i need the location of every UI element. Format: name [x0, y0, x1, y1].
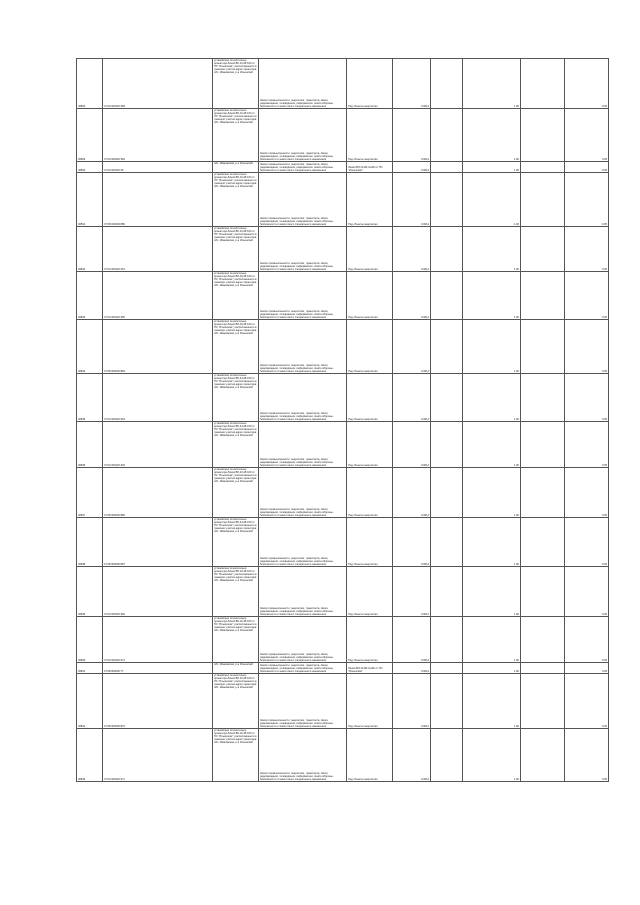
permitted-use: Под объекты энергетики: [347, 518, 393, 567]
value-rate: 0.05: [565, 374, 609, 422]
location-description: установлено относительно ориентира Линия ВЛ-10 кВ 100 от ПС "Ильинская", расположенного в границах участка адрес ориентира: обл. Ивановская, р-н Ильинский: [213, 567, 259, 617]
cadastral-number: 37:08:000000:880: [103, 173, 213, 227]
value-area: 0.0014: [393, 162, 431, 173]
row-number: 36843: [77, 729, 103, 782]
value-area: 0.0014: [393, 617, 431, 663]
land-category: Земли промышленности, энергетики, транспорта, связи, радиовещания, телевидения, информатики, земли обороны, безопасности и земли иного специального назначения: [259, 173, 347, 227]
empty-cell: [521, 173, 565, 227]
value-area: 0.0014: [393, 729, 431, 782]
value-rate: 0.05: [565, 320, 609, 374]
location-description: установлено относительно ориентира Линия ВЛ-10 кВ 100 от ПС "Ильинская", расположенного в границах участка адрес ориентира: обл. Ивановская, р-н Ильинский: [213, 109, 259, 162]
value-area: 0.0014: [393, 109, 431, 162]
empty-cell: [431, 173, 463, 227]
land-category: Земли промышленности, энергетики, транспорта, связи, радиовещания, телевидения, информатики, земли обороны, безопасности и земли иного специального назначения: [259, 518, 347, 567]
value-coefficient: 1.00: [463, 320, 521, 374]
permitted-use: Под объекты энергетики: [347, 617, 393, 663]
land-category: Земли промышленности, энергетики, транспорта, связи, радиовещания, телевидения, информатики, земли обороны, безопасности и земли иного специального назначения: [259, 272, 347, 320]
value-area: 0.0014: [393, 468, 431, 518]
value-rate: 0.05: [565, 567, 609, 617]
location-description: установлено относительно ориентира Линия ВЛ-10 кВ 100 от ПС "Ильинская", расположенного в границах участка адрес ориентира: обл. Ивановская, р-н Ильинский: [213, 422, 259, 468]
value-rate: 0.05: [565, 663, 609, 674]
row-number: 36830: [77, 162, 103, 173]
empty-cell: [521, 663, 565, 674]
row-number: 36831: [77, 173, 103, 227]
value-coefficient: 1.00: [463, 422, 521, 468]
empty-cell: [521, 162, 565, 173]
permitted-use: Линия ВЛ-10 кВ №100 от ПС "Ильинская": [347, 663, 393, 674]
value-rate: 0.05: [565, 173, 609, 227]
row-number: 36836: [77, 422, 103, 468]
row-number: 36835: [77, 374, 103, 422]
location-description: установлено относительно ориентира Линия ВЛ-10 кВ 100 от ПС "Ильинская", расположенного в границах участка адрес ориентира: обл. Ивановская, р-н Ильинский: [213, 617, 259, 663]
cadastral-number: 37:04:000220:364: [103, 374, 213, 422]
permitted-use: Под объекты энергетики: [347, 173, 393, 227]
row-number: 36842: [77, 674, 103, 729]
permitted-use: Под объекты энергетики: [347, 468, 393, 518]
value-rate: 0.05: [565, 468, 609, 518]
land-category: Земли промышленности, энергетики, транспорта, связи, радиовещания, телевидения, информатики, земли обороны, безопасности и земли иного специального назначения: [259, 320, 347, 374]
land-category: Земли промышленности, энергетики, транспорта, связи, радиовещания, телевидения, информатики, земли обороны, безопасности и земли иного специального назначения: [259, 468, 347, 518]
land-category: Земли промышленности, энергетики, транспорта, связи, радиовещания, телевидения, информатики, земли обороны, безопасности и земли иного специального назначения: [259, 663, 347, 674]
empty-cell: [521, 422, 565, 468]
empty-cell: [431, 674, 463, 729]
location-description: обл. Ивановская, р-н Ильинский: [213, 162, 259, 173]
row-number: 36838: [77, 518, 103, 567]
empty-cell: [431, 320, 463, 374]
value-area: 0.0014: [393, 374, 431, 422]
empty-cell: [431, 374, 463, 422]
cadastral-number: 37:04:000220:345: [103, 422, 213, 468]
table-row: [77, 468, 609, 518]
value-area: 0.0014: [393, 422, 431, 468]
value-rate: 0.05: [565, 272, 609, 320]
cadastral-number: 37:04:000220:361: [103, 227, 213, 272]
row-number: 36837: [77, 468, 103, 518]
empty-cell: [431, 227, 463, 272]
value-coefficient: 1.00: [463, 227, 521, 272]
cadastral-number: 37:08:000000:887: [103, 518, 213, 567]
table-row: [77, 272, 609, 320]
permitted-use: Под объекты энергетики: [347, 59, 393, 109]
permitted-use: Под объекты энергетики: [347, 227, 393, 272]
value-area: 0.0014: [393, 272, 431, 320]
value-area: 0.0014: [393, 227, 431, 272]
row-number: 36840: [77, 617, 103, 663]
location-description: установлено относительно ориентира Линия ВЛ-10 кВ 100 от ПС "Ильинская", расположенного в границах участка адрес ориентира: обл. Ивановская, р-н Ильинский: [213, 729, 259, 782]
cadastral-number: 37:04:000220:384: [103, 109, 213, 162]
value-area: 0.0014: [393, 663, 431, 674]
table-row: [77, 567, 609, 617]
land-category: Земли промышленности, энергетики, транспорта, связи, радиовещания, телевидения, информатики, земли обороны, безопасности и земли иного специального назначения: [259, 162, 347, 173]
row-number: 36839: [77, 567, 103, 617]
cadastral-table: [76, 58, 609, 782]
land-category: Земли промышленности, энергетики, транспорта, связи, радиовещания, телевидения, информатики, земли обороны, безопасности и земли иного специального назначения: [259, 227, 347, 272]
cadastral-number: 37:04:000220:355: [103, 272, 213, 320]
cadastral-number: 37:04:000220:383: [103, 59, 213, 109]
value-area: 0.0014: [393, 518, 431, 567]
permitted-use: Под объекты энергетики: [347, 374, 393, 422]
location-description: установлено относительно ориентира Линия ВЛ-10 кВ 100 от ПС "Ильинская", расположенного в границах участка адрес ориентира: обл. Ивановская, р-н Ильинский: [213, 173, 259, 227]
land-category: Земли промышленности, энергетики, транспорта, связи, радиовещания, телевидения, информатики, земли обороны, безопасности и земли иного специального назначения: [259, 374, 347, 422]
table-row: [77, 729, 609, 782]
permitted-use: Линия ВЛ-10 кВ №100 от ПС "Ильинская": [347, 162, 393, 173]
value-area: 0.0014: [393, 674, 431, 729]
cadastral-number: 37:08:000000:77: [103, 663, 213, 674]
value-coefficient: 1.00: [463, 173, 521, 227]
cadastral-number: 37:04:000220:371: [103, 729, 213, 782]
table-row: [77, 617, 609, 663]
value-rate: 0.05: [565, 109, 609, 162]
empty-cell: [431, 468, 463, 518]
value-area: 0.0014: [393, 59, 431, 109]
permitted-use: Под объекты энергетики: [347, 729, 393, 782]
value-area: 0.0014: [393, 173, 431, 227]
empty-cell: [521, 227, 565, 272]
empty-cell: [521, 567, 565, 617]
value-area: 0.0014: [393, 320, 431, 374]
value-coefficient: 1.00: [463, 617, 521, 663]
table-row: [77, 422, 609, 468]
empty-cell: [521, 374, 565, 422]
cadastral-number: 37:08:000000:883: [103, 320, 213, 374]
empty-cell: [431, 729, 463, 782]
empty-cell: [521, 272, 565, 320]
value-rate: 0.05: [565, 422, 609, 468]
empty-cell: [431, 422, 463, 468]
land-category: Земли промышленности, энергетики, транспорта, связи, радиовещания, телевидения, информатики, земли обороны, безопасности и земли иного специального назначения: [259, 567, 347, 617]
location-description: установлено относительно ориентира Линия ВЛ-10 кВ 100 от ПС "Ильинская", расположенного в границах участка адрес ориентира: обл. Ивановская, р-н Ильинский: [213, 518, 259, 567]
value-rate: 0.05: [565, 162, 609, 173]
empty-cell: [521, 518, 565, 567]
empty-cell: [431, 59, 463, 109]
location-description: установлено относительно ориентира Линия ВЛ-10 кВ 100 от ПС "Ильинская", расположенного в границах участка адрес ориентира: обл. Ивановская, р-н Ильинский: [213, 674, 259, 729]
permitted-use: Под объекты энергетики: [347, 272, 393, 320]
table-row: [77, 518, 609, 567]
permitted-use: Под объекты энергетики: [347, 422, 393, 468]
table-body: [77, 59, 609, 782]
value-coefficient: 1.00: [463, 518, 521, 567]
empty-cell: [431, 518, 463, 567]
value-rate: 0.05: [565, 518, 609, 567]
table-row: [77, 59, 609, 109]
table-row: [77, 162, 609, 173]
table-row: [77, 674, 609, 729]
value-rate: 0.05: [565, 729, 609, 782]
empty-cell: [521, 468, 565, 518]
permitted-use: Под объекты энергетики: [347, 567, 393, 617]
value-rate: 0.05: [565, 617, 609, 663]
empty-cell: [521, 729, 565, 782]
permitted-use: Под объекты энергетики: [347, 674, 393, 729]
empty-cell: [431, 567, 463, 617]
land-category: Земли промышленности, энергетики, транспорта, связи, радиовещания, телевидения, информатики, земли обороны, безопасности и земли иного специального назначения: [259, 422, 347, 468]
row-number: 36826: [77, 59, 103, 109]
cadastral-number: 37:08:000000:870: [103, 674, 213, 729]
permitted-use: Под объекты энергетики: [347, 109, 393, 162]
table-row: [77, 320, 609, 374]
location-description: установлено относительно ориентира Линия ВЛ-10 кВ 100 от ПС "Ильинская", расположенного в границах участка адрес ориентира: обл. Ивановская, р-н Ильинский: [213, 374, 259, 422]
value-rate: 0.05: [565, 227, 609, 272]
value-coefficient: 1.00: [463, 729, 521, 782]
row-number: 36832: [77, 227, 103, 272]
value-coefficient: 1.00: [463, 162, 521, 173]
land-category: Земли промышленности, энергетики, транспорта, связи, радиовещания, телевидения, информатики, земли обороны, безопасности и земли иного специального назначения: [259, 729, 347, 782]
land-category: Земли промышленности, энергетики, транспорта, связи, радиовещания, телевидения, информатики, земли обороны, безопасности и земли иного специального назначения: [259, 674, 347, 729]
location-description: установлено относительно ориентира Линия ВЛ-10 кВ 100 от ПС "Ильинская", расположенного в границах участка адрес ориентира: обл. Ивановская, р-н Ильинский: [213, 320, 259, 374]
table-row: [77, 173, 609, 227]
table-row: [77, 109, 609, 162]
row-number: 36834: [77, 320, 103, 374]
table-row: [77, 227, 609, 272]
value-coefficient: 1.00: [463, 468, 521, 518]
location-description: установлено относительно ориентира Линия ВЛ-10 кВ 100 от ПС "Ильинская", расположенного в границах участка адрес ориентира: обл. Ивановская, р-н Ильинский: [213, 227, 259, 272]
table-row: [77, 663, 609, 674]
empty-cell: [431, 617, 463, 663]
value-coefficient: 1.00: [463, 374, 521, 422]
value-coefficient: 1.00: [463, 663, 521, 674]
cadastral-number: 37:04:000220:374: [103, 617, 213, 663]
value-coefficient: 1.00: [463, 567, 521, 617]
row-number: 36841: [77, 663, 103, 674]
empty-cell: [521, 674, 565, 729]
value-coefficient: 1.00: [463, 109, 521, 162]
value-rate: 0.05: [565, 674, 609, 729]
empty-cell: [521, 59, 565, 109]
cadastral-number: 37:04:000220:360: [103, 567, 213, 617]
empty-cell: [521, 320, 565, 374]
land-category: Земли промышленности, энергетики, транспорта, связи, радиовещания, телевидения, информатики, земли обороны, безопасности и земли иного специального назначения: [259, 109, 347, 162]
location-description: установлено относительно ориентира Линия ВЛ-10 кВ 100 от ПС "Ильинская", расположенного в границах участка адрес ориентира: обл. Ивановская, р-н Ильинский: [213, 272, 259, 320]
empty-cell: [431, 663, 463, 674]
row-number: 36833: [77, 272, 103, 320]
value-area: 0.0014: [393, 567, 431, 617]
empty-cell: [521, 109, 565, 162]
land-category: Земли промышленности, энергетики, транспорта, связи, радиовещания, телевидения, информатики, земли обороны, безопасности и земли иного специального назначения: [259, 59, 347, 109]
table-row: [77, 374, 609, 422]
permitted-use: Под объекты энергетики: [347, 320, 393, 374]
location-description: установлено относительно ориентира Линия ВЛ-10 кВ 100 от ПС "Ильинская", расположенного в границах участка адрес ориентира: обл. Ивановская, р-н Ильинский: [213, 59, 259, 109]
land-category: Земли промышленности, энергетики, транспорта, связи, радиовещания, телевидения, информатики, земли обороны, безопасности и земли иного специального назначения: [259, 617, 347, 663]
empty-cell: [521, 617, 565, 663]
cadastral-number: 37:04:000220:35: [103, 162, 213, 173]
value-coefficient: 1.00: [463, 272, 521, 320]
empty-cell: [431, 109, 463, 162]
location-description: установлено относительно ориентира Линия ВЛ-10 кВ 100 от ПС "Ильинская", расположенного в границах участка адрес ориентира: обл. Ивановская, р-н Ильинский: [213, 468, 259, 518]
value-coefficient: 1.00: [463, 674, 521, 729]
empty-cell: [431, 162, 463, 173]
value-rate: 0.05: [565, 59, 609, 109]
cadastral-number: 37:08:000000:886: [103, 468, 213, 518]
row-number: 36829: [77, 109, 103, 162]
value-coefficient: 1.00: [463, 59, 521, 109]
location-description: обл. Ивановская, р-н Ильинский: [213, 663, 259, 674]
empty-cell: [431, 272, 463, 320]
